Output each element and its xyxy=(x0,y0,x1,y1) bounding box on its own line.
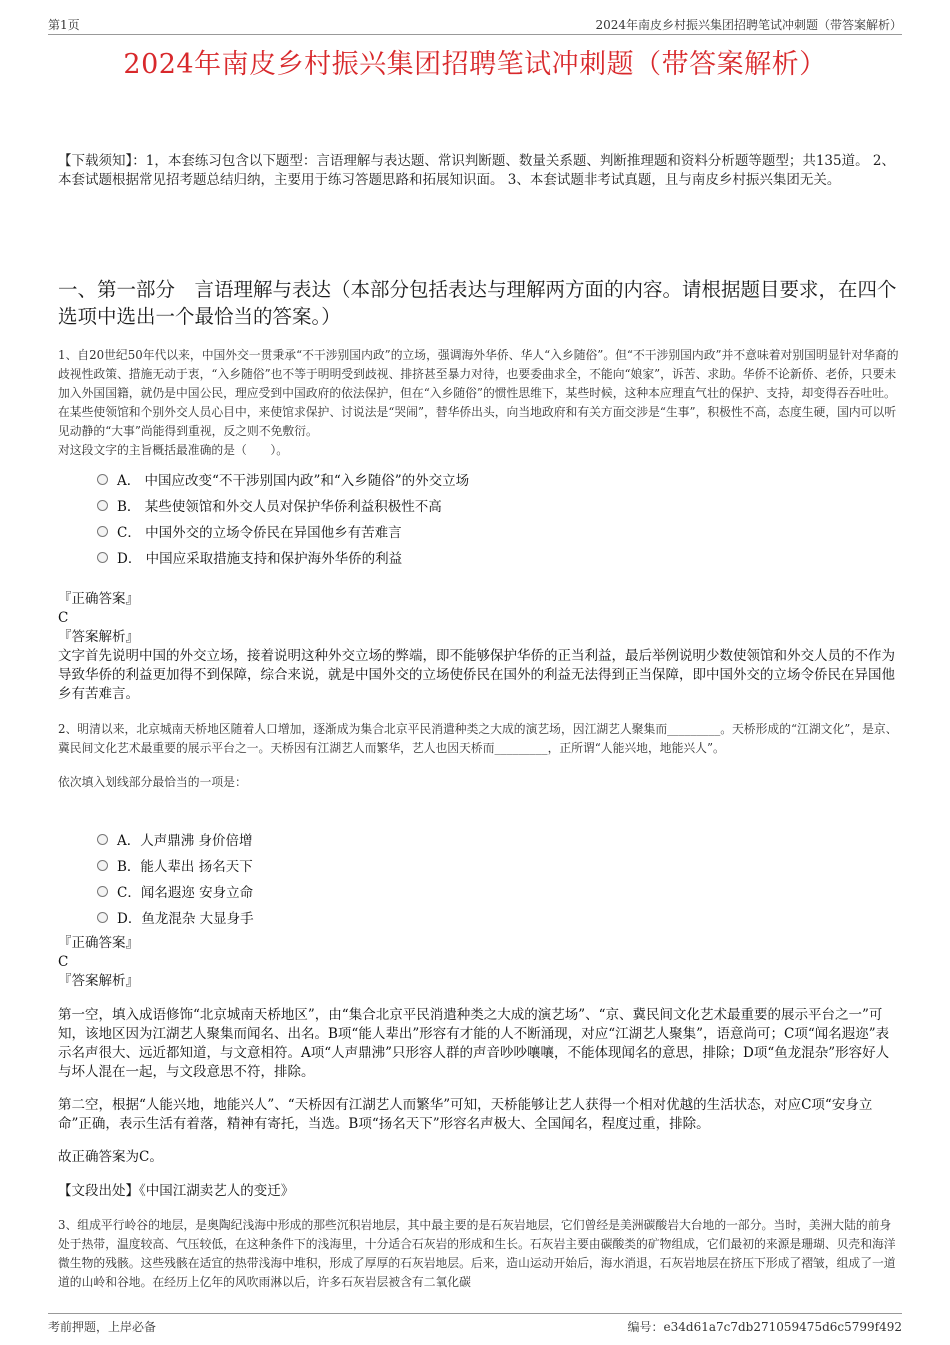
question-2-stem: 2、明清以来，北京城南天桥地区随着人口增加，逐渐成为集合北京平民消遣种类之大成的演艺场，因江湖艺人聚集而_________。天桥形成的“江湖文化”，是京、冀民间文化艺术最重要的展示平台之一。天桥因有江湖艺人而繁华，艺人也因天桥而_________，正所谓“人能兴地，地能兴人”。 xyxy=(58,722,898,755)
radio-icon[interactable] xyxy=(97,912,108,923)
page-footer xyxy=(48,1313,902,1334)
question-2-option-a[interactable]: A．人声鼎沸 身价倍增 xyxy=(97,826,897,852)
question-1-answer xyxy=(58,590,900,704)
question-1-option-a[interactable]: A． 中国应改变“不干涉别国内政”和“入乡随俗”的外交立场 xyxy=(97,466,897,492)
question-2-option-c[interactable]: C．闻名遐迩 安身立命 xyxy=(97,878,897,904)
question-1-option-c[interactable]: C． 中国外交的立场令侨民在异国他乡有苦难言 xyxy=(97,518,897,544)
question-2-option-d[interactable]: D．鱼龙混杂 大显身手 xyxy=(97,904,897,930)
header-doc-title: 2024年南皮乡村振兴集团招聘笔试冲刺题（带答案解析） xyxy=(595,18,902,32)
document-title: 2024年南皮乡村振兴集团招聘笔试冲刺题（带答案解析） xyxy=(123,49,827,80)
radio-icon[interactable] xyxy=(97,500,108,511)
footer-code: 编号：e34d61a7c7db271059475d6c5799f492 xyxy=(627,1320,902,1334)
section-title: 一、第一部分 言语理解与表达（本部分包括表达与理解两方面的内容。请根据题目要求，在四个选项中选出一个最恰当的答案。） xyxy=(58,278,897,328)
question-1-prompt: 对这段文字的主旨概括最准确的是（ ）。 xyxy=(58,443,289,457)
answer-label: 『正确答案』 xyxy=(58,935,139,951)
download-notice: 【下载须知】：1，本套练习包含以下题型：言语理解与表达题、常识判断题、数量关系题、判断推理题和资料分析题等题型；共135道。 2、本套试题根据常见招考题总结归纳，主要用于练习答题思路和拓展知识面。 3、本套试题非考试真题，且与南皮乡村振兴集团无关。 xyxy=(58,153,895,188)
analysis-text: 文字首先说明中国的外交立场，接着说明这种外交立场的弊端，即不能够保护华侨的正当利益，最后举例说明少数使领馆和外交人员的不作为导致华侨的利益更加得不到保障，综合来说，就是中国外交的立场使侨民在国外的利益无法得到正当保障，即中国外交的立场令侨民在异国他乡有苦难言。 xyxy=(58,648,895,702)
page-header xyxy=(48,14,902,35)
page-number: 第1页 xyxy=(48,18,80,32)
answer-label: 『正确答案』 xyxy=(58,591,139,607)
radio-icon[interactable] xyxy=(97,474,108,485)
answer-value: C xyxy=(58,610,69,626)
radio-icon[interactable] xyxy=(97,834,108,845)
radio-icon[interactable] xyxy=(97,526,108,537)
question-1 xyxy=(58,346,900,460)
question-2 xyxy=(58,720,900,792)
analysis-label: 『答案解析』 xyxy=(58,973,139,989)
question-1-stem: 1、自20世纪50年代以来，中国外交一贯秉承“不干涉别国内政”的立场，强调海外华侨、华人“入乡随俗”。但“不干涉别国内政”并不意味着对别国明显针对华裔的歧视性政策、措施无动于衷，“入乡随俗”也不等于明明受到歧视、排挤甚至暴力对待，也要委曲求全，不能向“娘家”，诉苦、求助。华侨不论新侨、老侨，只要未加入外国国籍，就仍是中国公民，理应受到中国政府的依法保护，但在“入乡随俗”的惯性思维下，某些时候，这种本应理直气壮的保护、支持，却变得吞吞吐吐。在某些使领馆和个别外交人员心目中，来使馆求保护、讨说法是“哭闹”，替华侨出头，向当地政府和有关方面交涉是“生事”，积极性不高，态度生硬，国内可以听见动静的“大事”尚能得到重视，反之则不免敷衍。 xyxy=(58,348,899,438)
question-3 xyxy=(58,1216,900,1292)
question-2-conclusion: 故正确答案为C。 xyxy=(58,1149,163,1165)
question-2-source: 【文段出处】《中国江湖卖艺人的变迁》 xyxy=(58,1183,295,1199)
question-2-analysis-2: 第二空，根据“人能兴地，地能兴人”、“天桥因有江湖艺人而繁华”可知，天桥能够让艺人获得一个相对优越的生活状态，对应C项“安身立命”正确，表示生活有着落，精神有寄托，当选。B项“扬名天下”形容名声极大、全国闻名，程度过重，排除。 xyxy=(58,1097,873,1132)
radio-icon[interactable] xyxy=(97,860,108,871)
radio-icon[interactable] xyxy=(97,552,108,563)
question-2-option-b[interactable]: B．能人辈出 扬名天下 xyxy=(97,852,897,878)
question-1-options xyxy=(97,466,897,570)
question-2-prompt: 依次填入划线部分最恰当的一项是： xyxy=(58,775,247,789)
radio-icon[interactable] xyxy=(97,886,108,897)
question-2-options xyxy=(97,826,897,930)
question-1-option-d[interactable]: D． 中国应采取措施支持和保护海外华侨的利益 xyxy=(97,544,897,570)
question-1-option-b[interactable]: B． 某些使领馆和外交人员对保护华侨利益积极性不高 xyxy=(97,492,897,518)
footer-slogan: 考前押题，上岸必备 xyxy=(48,1320,157,1334)
question-2-answer xyxy=(58,934,900,991)
answer-value: C xyxy=(58,954,69,970)
question-2-analysis-1: 第一空，填入成语修饰“北京城南天桥地区”，由“集合北京平民消遣种类之大成的演艺场”、“京、冀民间文化艺术最重要的展示平台之一”可知，该地区因为江湖艺人聚集而闻名、出名。B项“能人辈出”形容有才能的人不断涌现，对应“江湖艺人聚集”，语意尚可；C项“闻名遐迩”表示名声很大、远近都知道，与文意相符。A项“人声鼎沸”只形容人群的声音吵吵嚷嚷，不能体现闻名的意思，排除；D项“鱼龙混杂”形容好人与坏人混在一起，与文段意思不符，排除。 xyxy=(58,1007,890,1080)
analysis-label: 『答案解析』 xyxy=(58,629,139,645)
question-3-stem: 3、组成平行岭谷的地层，是奥陶纪浅海中形成的那些沉积岩地层，其中最主要的是石灰岩地层，它们曾经是美洲碳酸岩大台地的一部分。当时，美洲大陆的前身处于热带，温度较高、气压较低，在这种条件下的浅海里，十分适合石灰岩的形成和生长。石灰岩主要由碳酸类的矿物组成，它们最初的来源是珊瑚、贝壳和海洋微生物的残骸。这些残骸在适宜的热带浅海中堆积，形成了厚厚的石灰岩地层。后来，造山运动开始后，海水消退，石灰岩地层在挤压下形成了褶皱，组成了一道道的山岭和谷地。在经历上亿年的风吹雨淋以后，许多石灰岩层被含有二氧化碳 xyxy=(58,1218,896,1289)
